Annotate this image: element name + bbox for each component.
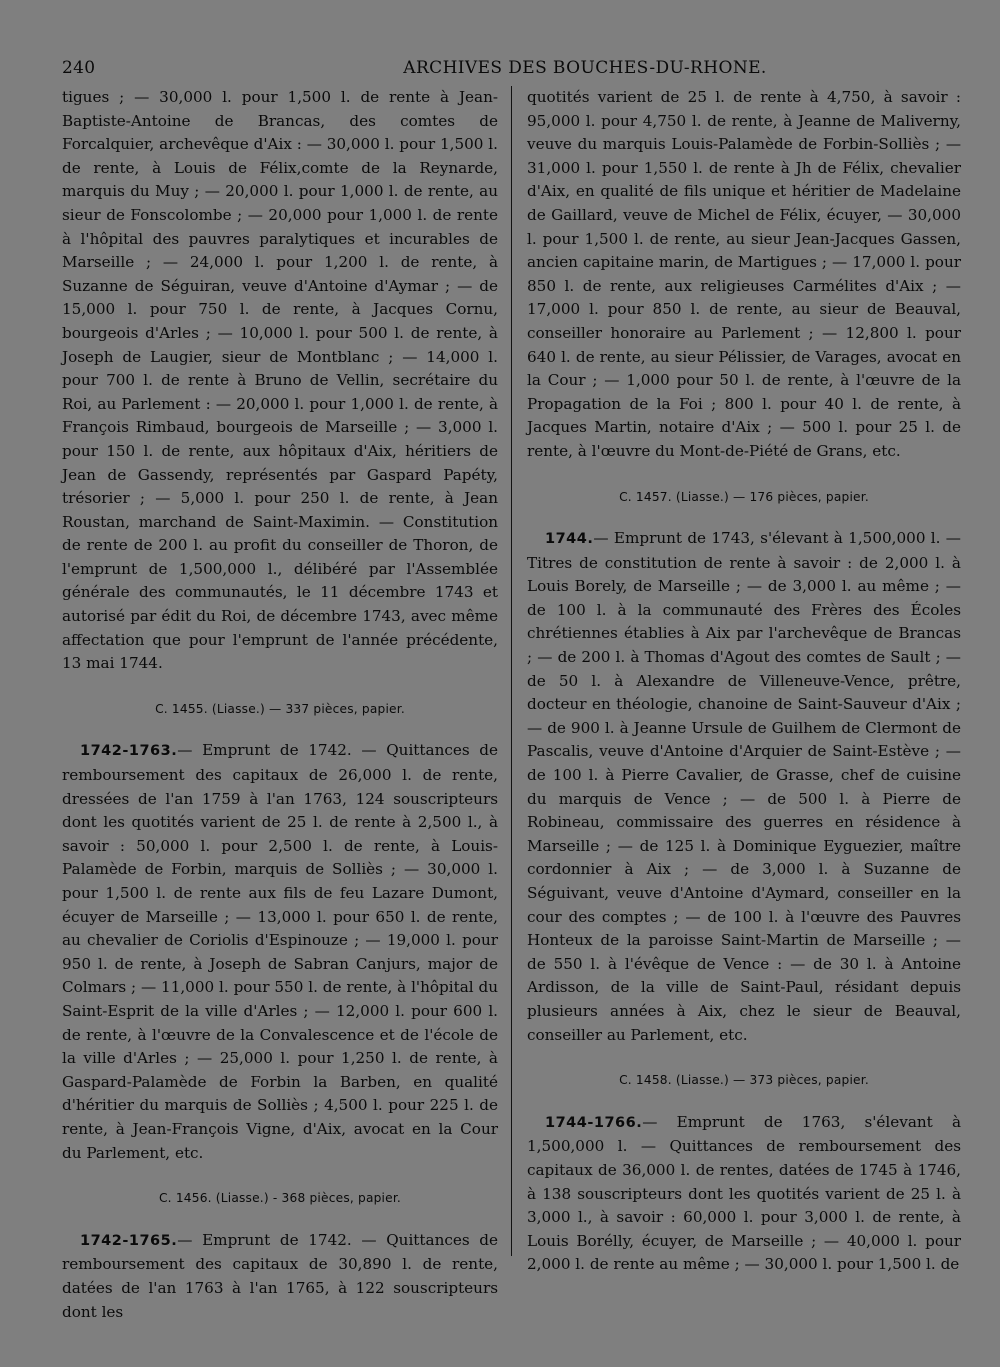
right-column	[527, 86, 961, 1277]
running-head: ARCHIVES DES BOUCHES-DU-RHONE.	[403, 58, 767, 78]
cote-c1455: C. 1455. (Liasse.) — 337 pièces, papier.	[155, 701, 405, 716]
entry-text: — Emprunt de 1742. — Quittances de remboursement des capitaux de 30,890 l. de rente, datées de l'an 1763 à l'an 1765, à 122 souscripteurs dont les	[62, 1230, 498, 1321]
entry-year: 1744.	[545, 531, 594, 548]
left-column	[62, 86, 498, 1324]
entry-year: 1742-1765.	[80, 1232, 178, 1249]
entry-1744	[527, 527, 961, 1047]
column-divider	[511, 86, 512, 1256]
paragraph-continuation: tigues ; — 30,000 l. pour 1,500 l. de rente à Jean-Baptiste-Antoine de Brancas, des comtes de Forcalquier, archevêque d'Aix : — 30,000 l. pour 1,500 l. de rente, à Louis de Félix,comte de la Reynarde, marquis du Muy ; — 20,000 l. pour 1,000 l. de rente, au sieur de Fonscolombe ; — 20,000 pour 1,000 l. de rente à l'hôpital des pauvres paralytiques et incurables de Marseille ; — 24,000 l. pour 1,200 l. de rente, à Suzanne de Séguiran, veuve d'Antoine d'Aymar ; — de 15,000 l. pour 750 l. de rente, à Jacques Cornu, bourgeois d'Arles ; — 10,000 l. pour 500 l. de rente, à Joseph de Laugier, sieur de Montblanc ; — 14,000 l. pour 700 l. de rente à Bruno de Vellin, secrétaire du Roi, au Parlement : — 20,000 l. pour 1,000 l. de rente, à François Rimbaud, bourgeois de Marseille ; — 3,000 l. pour 150 l. de rente, aux hôpitaux d'Aix, héritiers de Jean de Gassendy, représentés par Gaspard Papéty, trésorier ; — 5,000 l. pour 250 l. de rente, à Jean Roustan, marchand de Saint-Maximin. — Constitution de rente de 200 l. au profit du conseiller de Thoron, de l'emprunt de 1,500,000 l., délibéré par l'Assemblée générale des communautés, le 11 décembre 1743 et autorisé par édit du Roi, de décembre 1743, avec même affectation que pour l'emprunt de l'année précédente, 13 mai 1744.	[62, 88, 498, 673]
page-number: 240	[62, 58, 96, 78]
entry-1744-1766	[527, 1111, 961, 1277]
entry-1742-1765	[62, 1229, 498, 1324]
paragraph-continuation: quotités varient de 25 l. de rente à 4,750, à savoir : 95,000 l. pour 4,750 l. de rente, à Jeanne de Maliverny, veuve du marquis Louis-Palamède de Forbin-Solliès ; — 31,000 l. pour 1,550 l. de rente à Jh de Félix, chevalier d'Aix, en qualité de fils unique et héritier de Madelaine de Gaillard, veuve de Michel de Félix, écuyer, — 30,000 l. pour 1,500 l. de rente, au sieur Jean-Jacques Gassen, ancien capitaine marin, de Martigues ; — 17,000 l. pour 850 l. de rente, aux religieuses Carmélites d'Aix ; — 17,000 l. pour 850 l. de rente, au sieur de Beauval, conseiller honoraire au Parlement ; — 12,800 l. pour 640 l. de rente, au sieur Pélissier, de Varages, avocat en la Cour ; — 1,000 pour 50 l. de rente, à l'œuvre de la Propagation de la Foi ; 800 l. pour 40 l. de rente, à Jacques Martin, notaire d'Aix ; — 500 l. pour 25 l. de rente, à l'œuvre du Mont-de-Piété de Grans, etc.	[527, 88, 961, 460]
entry-1742-1763	[62, 739, 498, 1165]
entry-text: — Emprunt de 1763, s'élevant à 1,500,000 l. — Quittances de remboursement des capitaux de 36,000 l. de rentes, datées de 1745 à 1746, à 138 souscripteurs dont les quotités varient de 25 l. à 3,000 l., à savoir : 60,000 l. pour 3,000 l. de rente, à Louis Borélly, écuyer, de Marseille ; — 40,000 l. pour 2,000 l. de rente au même ; — 30,000 l. pour 1,500 l. de	[527, 1112, 961, 1274]
entry-text: — Emprunt de 1743, s'élevant à 1,500,000 l. — Titres de constitution de rente à savoir : de 2,000 l. à Louis Borely, de Marseille ; — de 3,000 l. au même ; — de 100 l. à la communauté des Frères des Écoles chrétiennes établies à Aix par l'archevêque de Brancas ; — de 200 l. à Thomas d'Agout des comtes de Sault ; — de 50 l. à Alexandre de Villeneuve-Vence, prêtre, docteur en théologie, chanoine de Saint-Sauveur d'Aix ; — de 900 l. à Jeanne Ursule de Guilhem de Clermont de Pascalis, veuve d'Antoine d'Arquier de Saint-Estève ; — de 100 l. à Pierre Cavalier, de Grasse, chef de cuisine du marquis de Vence ; — de 500 l. à Pierre de Robineau, commissaire des guerres en résidence à Marseille ; — de 125 l. à Dominique Eyguezier, maître cordonnier à Aix ; — de 3,000 l. à Suzanne de Séguivant, veuve d'Antoine d'Aymard, conseiller en la cour des comptes ; — de 100 l. à l'œuvre des Pauvres Honteux de la paroisse Saint-Martin de Marseille ; — de 550 l. à l'évêque de Vence : — de 30 l. à Antoine Ardisson, de la ville de Saint-Paul, résidant depuis plusieurs années à Aix, chez le sieur de Beauval, conseiller au Parlement, etc.	[527, 529, 961, 1044]
entry-text: — Emprunt de 1742. — Quittances de remboursement des capitaux de 26,000 l. de rente, dressées de l'an 1759 à l'an 1763, 124 souscripteurs dont les quotités varient de 25 l. de rente à 2,500 l., à savoir : 50,000 l. pour 2,500 l. de rente, à Louis-Palamède de Forbin, marquis de Solliès ; — 30,000 l. pour 1,500 l. de rente aux fils de feu Lazare Dumont, écuyer de Marseille ; — 13,000 l. pour 650 l. de rente, au chevalier de Coriolis d'Espinouze ; — 19,000 l. pour 950 l. de rente, à Joseph de Sabran Canjurs, major de Colmars ; — 11,000 l. pour 550 l. de rente, à l'hôpital du Saint-Esprit de la ville d'Arles ; — 12,000 l. pour 600 l. de rente, à l'œuvre de la Convalescence et de l'école de la ville d'Arles ; — 25,000 l. pour 1,250 l. de rente, à Gaspard-Palamède de Forbin la Barben, en qualité d'héritier du marquis de Solliès ; 4,500 l. pour 225 l. de rente, à Jean-François Vigne, d'Aix, avocat en la Cour du Parlement, etc.	[62, 741, 498, 1162]
entry-year: 1744-1766.	[545, 1114, 643, 1131]
cote-c1458: C. 1458. (Liasse.) — 373 pièces, papier.	[619, 1073, 869, 1088]
entry-year: 1742-1763.	[80, 743, 178, 760]
cote-c1457: C. 1457. (Liasse.) — 176 pièces, papier.	[619, 489, 869, 504]
cote-c1456: C. 1456. (Liasse.) - 368 pièces, papier.	[158, 1191, 402, 1206]
